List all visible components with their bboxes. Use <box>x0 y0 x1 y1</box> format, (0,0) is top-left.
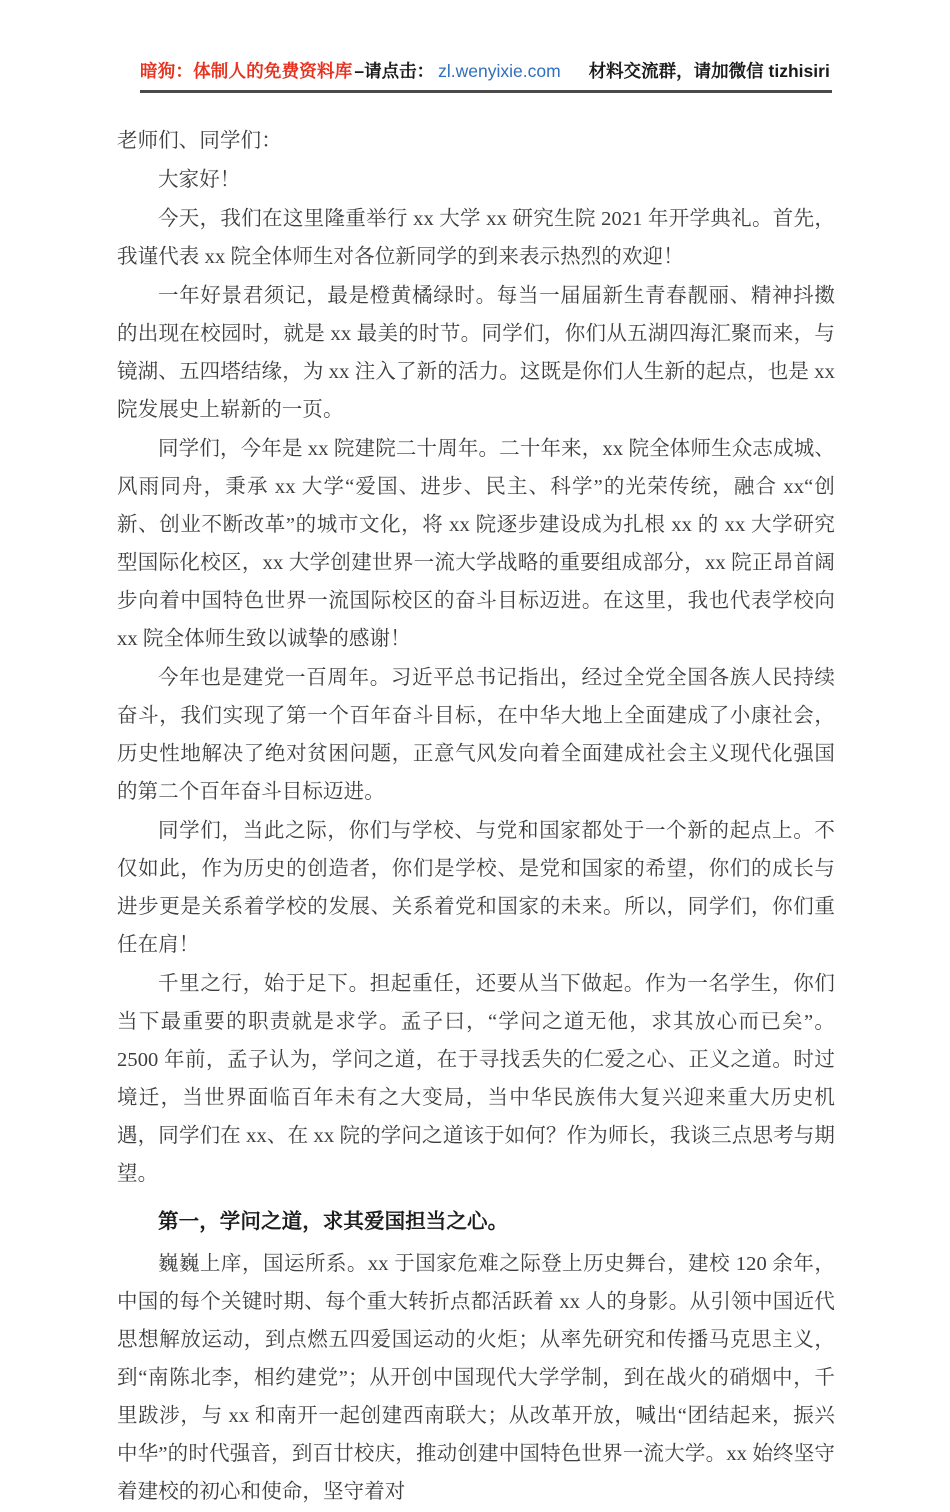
promo-title-text: 暗狗：体制人的免费资料库 <box>140 61 353 81</box>
body-paragraph-4: 今年也是建党一百周年。习近平总书记指出，经过全党全国各族人民持续奋斗，我们实现了第一个百年奋斗目标，在中华大地上全面建成了小康社会，历史性地解决了绝对贫困问题，正意气风发向着全面建成社会主义现代化强国的第二个百年奋斗目标迈进。 <box>117 667 835 803</box>
greeting-line: 大家好！ <box>158 169 241 191</box>
body-paragraph-3: 同学们，今年是 xx 院建院二十周年。二十年来，xx 院全体师生众志成城、风雨同舟，秉承 xx 大学“爱国、进步、民主、科学”的光荣传统，融合 xx“创新、创业不断改革”的城市文化，将 xx 院逐步建设成为扎根 xx 的 xx 大学研究型国际化校区，xx 大学创建世界一流大学战略的重要组成部分，xx 院正昂首阔步向着中国特色世界一流国际校区的奋斗目标迈进。在这里，我也代表学校向 xx 院全体师生致以诚挚的感谢！ <box>117 438 835 650</box>
promo-click-label: –请点击： <box>354 61 435 81</box>
promo-website-link[interactable]: zl.wenyixie.com <box>438 61 561 81</box>
section-paragraph-first: 巍巍上庠，国运所系。xx 于国家危难之际登上历史舞台，建校 120 余年，中国的每个关键时期、每个重大转折点都活跃着 xx 人的身影。从引领中国近代思想解放运动，到点燃五四爱国运动的火炬；从率先研究和传播马克思主义，到“南陈北李，相约建党”；从开创中国现代大学学制，到在战火的硝烟中，千里跋涉，与 xx 和南开一起创建西南联大；从改革开放，喊出“团结起来，振兴中华”的时代强音，到百廿校庆，推动创建中国特色世界一流大学。xx 始终坚守着建校的初心和使命，坚守着对 <box>117 1253 835 1503</box>
promo-header-line <box>140 58 832 84</box>
body-paragraph-5: 同学们，当此之际，你们与学校、与党和国家都处于一个新的起点上。不仅如此，作为历史的创造者，你们是学校、是党和国家的希望，你们的成长与进步更是关系着学校的发展、关系着党和国家的未来。所以，同学们，你们重任在肩！ <box>117 820 835 956</box>
promo-header-banner <box>140 58 832 93</box>
section-heading-first: 第一，学问之道，求其爱国担当之心。 <box>158 1211 509 1233</box>
promo-contact-text: 材料交流群，请加微信 tizhisiri <box>588 61 830 81</box>
salutation-line: 老师们、同学们： <box>117 130 282 152</box>
body-paragraph-1: 今天，我们在这里隆重举行 xx 大学 xx 研究生院 2021 年开学典礼。首先，我谨代表 xx 院全体师生对各位新同学的到来表示热烈的欢迎！ <box>117 208 835 268</box>
body-paragraph-6: 千里之行，始于足下。担起重任，还要从当下做起。作为一名学生，你们当下最重要的职责就是求学。孟子曰，“学问之道无他，求其放心而已矣”。2500 年前，孟子认为，学问之道，在于寻找丢失的仁爱之心、正义之道。时过境迁，当世界面临百年未有之大变局，当中华民族伟大复兴迎来重大历史机遇，同学们在 xx、在 xx 院的学问之道该于如何？作为师长，我谈三点思考与期望。 <box>117 973 835 1185</box>
body-paragraph-2: 一年好景君须记，最是橙黄橘绿时。每当一届届新生青春靓丽、精神抖擞的出现在校园时，就是 xx 最美的时节。同学们，你们从五湖四海汇聚而来，与镜湖、五四塔结缘，为 xx 注入了新的活力。这既是你们人生新的起点，也是 xx 院发展史上崭新的一页。 <box>117 285 835 421</box>
document-body <box>117 122 835 1512</box>
